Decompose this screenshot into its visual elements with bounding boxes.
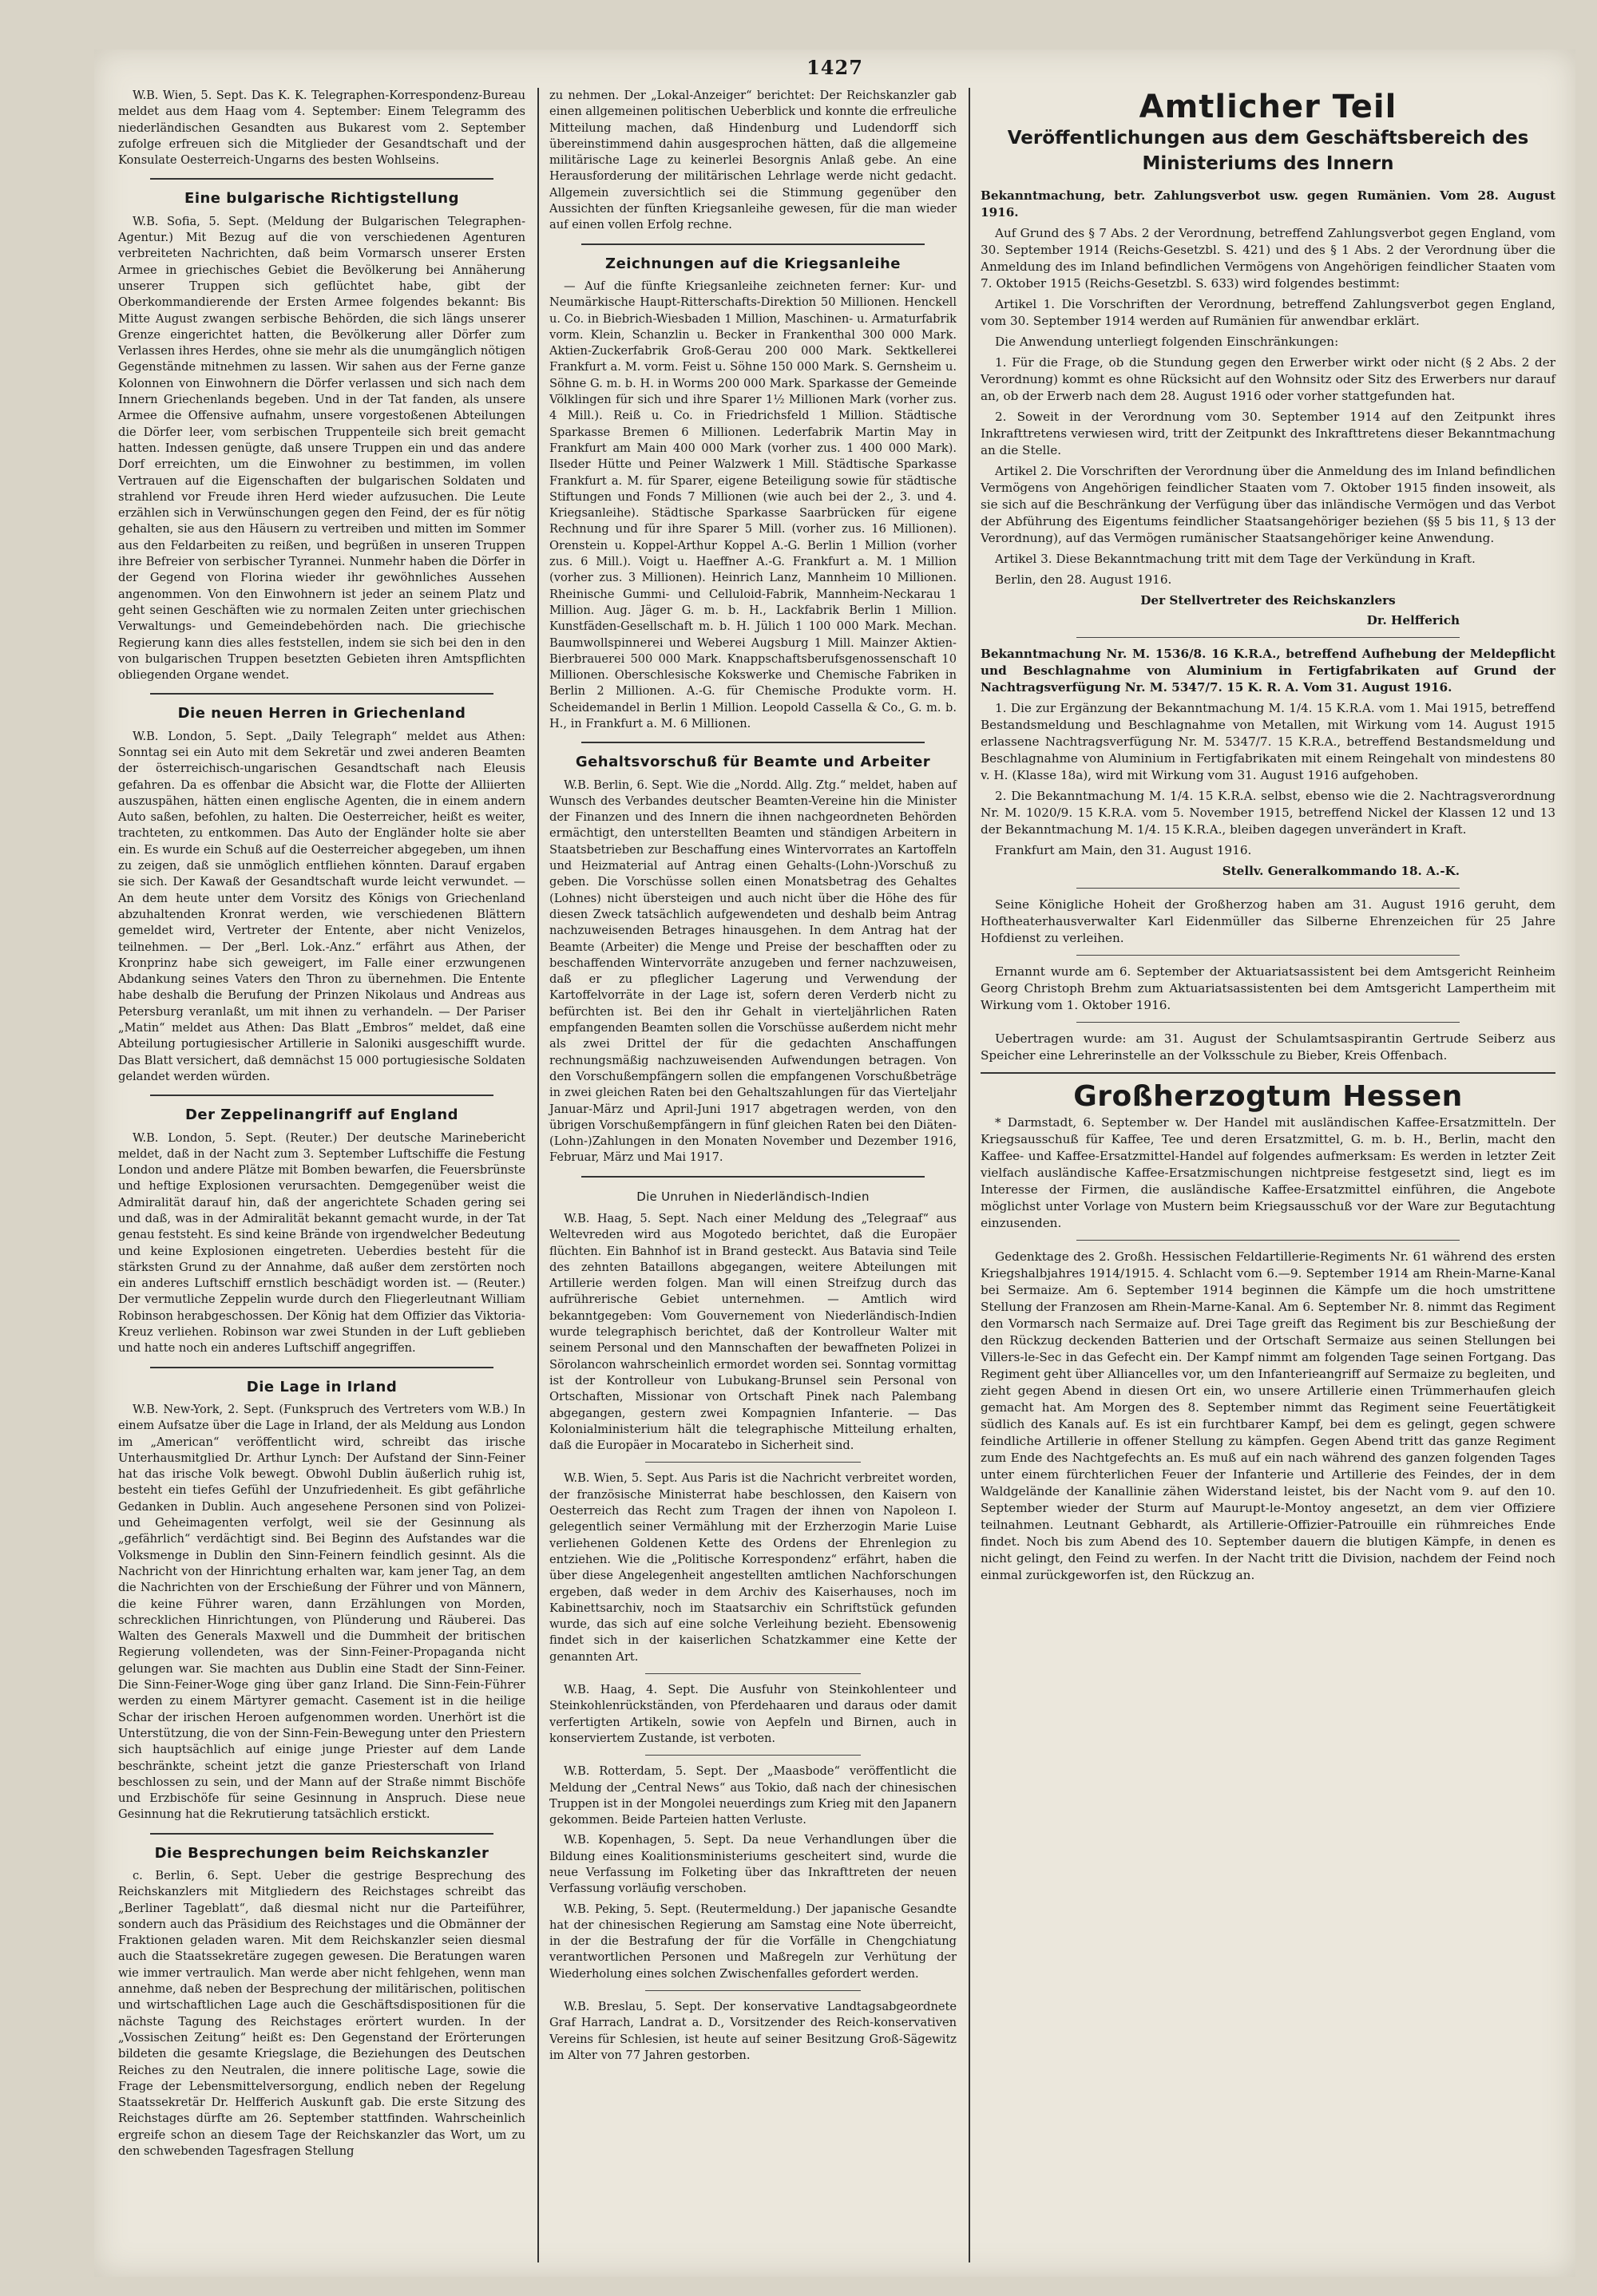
article-wien-2: W.B. Wien, 5. Sept. Aus Paris ist die Nachricht verbreitet worden, der französische Ministerrat habe beschlossen, den Kaisern von Oesterreich das Recht zum Tragen der ihnen von Napoleon I. gelegentlich seiner Vermählung mit der Erzherzogin Marie Luise verliehenen Goldenen Kette des Ordens der Ehrenlegion zu entziehen. Wie die „Politische Korrespondenz“ erfährt, haben die über diese Angelegenheit angestellten amtlichen Nachforschungen ergeben, daß weder in dem Archiv des Kaiserhauses, noch im Kabinettsarchiv, noch im Staatsarchiv ein Schriftstück gefunden wurde, das sich auf eine solche Verleihung bezieht. Ebensowenig findet sich in der kaiserlichen Schatzkammer eine Kette der genannten Art.: [549, 1471, 957, 1664]
separator: [581, 243, 925, 245]
headline-zeppelinangriff: Der Zeppelinangriff auf England: [184, 1106, 459, 1124]
separator: [581, 1176, 925, 1178]
separator: [150, 1367, 493, 1368]
article-zeichnungen: — Auf die fünfte Kriegsanleihe zeichneten ferner: Kur- und Neumärkische Haupt-Ritterschafts-Direktion 50 Millionen. Henckell u. Co. in Biebrich-Wiesbaden 1 Million, Maschinen- u. Armaturfabrik vorm. Klein, Schanzlin u. Becker in Frankenthal 300 000 Mark. Aktien-Zuckerfabrik Groß-Gerau 200 000 Mark. Sektkellerei Frankfurt a. M. vorm. Feist u. Söhne 150 000 Mark. S. Gernsheim u. Söhne G. m. b. H. in Worms 200 000 Mark. Sparkasse der Gemeinde Völklingen für sich und ihre Sparer 1½ Millionen Mark (vorher zus. 4 Mill.). Reiß u. Co. in Friedrichsfeld 1 Million. Städtische Sparkasse Bremen 6 Millionen. Lederfabrik Martin May in Frankfurt am Main 400 000 Mark (vorher zus. 1 400 000 Mark). Ilseder Hütte und Peiner Walzwerk 1 Mill. Städtische Sparkasse Frankfurt a. M. für Sparer, eigene Beteiligung sowie für städtische Stiftungen und Fonds 7 Millionen (wie auch bei der 2., 3. und 4. Kriegsanleihe). Städtische Sparkasse Saarbrücken für eigene Rechnung und für ihre Sparer 5 Mill. (vorher zus. 16 Millionen). Orenstein u. Koppel-Arthur Koppel A.-G. Berlin 1 Million (vorher zus. 6 Mill.). Voigt u. Haeffner A.-G. Frankfurt a. M. 1 Million (vorher zus. 3 Millionen). Heinrich Lanz, Mannheim 10 Millionen. Rheinische Gummi- und Celluloid-Fabrik, Mannheim-Neckarau 1 Million. Aug. Jäger G. m. b. H., Lackfabrik Berlin 1 Million. Kunstfäden-Gesellschaft m. b. H. Jülich 1 100 000 Mark. Mechan. Baumwollspinnerei und Weberei Augsburg 1 Mill. Mainzer Aktien-Bierbrauerei 500 000 Mark. Knappschaftsberufsgenossenschaft 10 Millionen. Oberschlesische Kokswerke und Chemische Fabriken in Berlin 2 Millionen. A.-G. für Chemische Produkte vorm. H. Scheidemandel in Berlin 1 Million. Leopold Cassella & Co., G. m. b. H., in Frankfurt a. M. 6 Millionen.: [549, 279, 957, 730]
decree-paragraph: Die Anwendung unterliegt folgenden Einschränkungen:: [995, 335, 1339, 349]
decree-date: Berlin, den 28. August 1916.: [995, 572, 1172, 587]
separator: [150, 1095, 493, 1096]
article-london-2: W.B. London, 5. Sept. (Reuter.) Der deutsche Marinebericht meldet, daß in der Nacht zum 3. September Luftschiffe die Festung London und andere Plätze mit Bomben bewarfen, die Feuersbrünste und heftige Explosionen verursachten. Demgegenüber weist die Admiralität darauf hin, daß der angerichtete Schaden gering sei und daß, was in der Admiralität bekannt gemacht wurde, in der Tat genau feststeht. Es sind keine Brände von irgendwelcher Bedeutung und keine Explosionen eingetreten. Ueberdies besteht für die stärksten Grund zu der Annahme, daß außer dem zerstörten noch ein anderes Luftschiff ernstlich beschädigt worden ist. — (Reuter.) Der vermutliche Zeppelin wurde durch den Fliegerleutnant William Robinson herabgeschossen. Der König hat dem Offizier das Viktoria-Kreuz verliehen. Robinson war zwei Stunden in der Luft geblieben und hatte noch ein anderes Luftschiff angegriffen.: [118, 1130, 525, 1356]
article-rotterdam: W.B. Rotterdam, 5. Sept. Der „Maasbode“ veröffentlicht die Meldung der „Central News“ aus Tokio, daß nach der chinesischen Truppen ist in der Mongolei neuerdings zum Krieg mit den Japanern gekommen. Beide Parteien hatten Verluste.: [549, 1764, 957, 1827]
column-2: [541, 88, 965, 2262]
separator: [1076, 637, 1460, 638]
column-3: [973, 88, 1563, 2262]
section-subtitle: Veröffentlichungen aus dem Geschäftsbereich des Ministeriums des Innern: [1007, 128, 1529, 174]
decree-2-signature: Stellv. Generalkommando 18. A.-K.: [1222, 864, 1460, 878]
separator: [645, 1673, 861, 1674]
notice-uebertragen: Uebertragen wurde: am 31. August der Schulamtsaspirantin Gertrude Seiberz aus Speicher eine Lehrerinstelle an der Volksschule zu Bieber, Kreis Offenbach.: [981, 1031, 1555, 1074]
separator: [645, 1462, 861, 1463]
decree-2-paragraph: 2. Die Bekanntmachung M. 1/4. 15 K.R.A. selbst, ebenso wie die 2. Nachtragsverordnung Nr. M. 1020/9. 15 K.R.A. vom 5. November 1915, betreffend Nickel der Klassen 12 und 13 der Bekanntmachung M. 1/4. 15 K.R.A., bleiben dagegen unverändert in Kraft.: [981, 789, 1555, 837]
article-peking: W.B. Peking, 5. Sept. (Reutermeldung.) Der japanische Gesandte hat der chinesischen Regierung am Samstag eine Note überreicht, in der die Bestrafung der für die Vorfälle in Chengchiatung verantwortlichen Personen und Maßregeln zur Verhütung der Wiederholung eines solchen Zwischenfalles gefordert werden.: [549, 1902, 957, 1981]
article-gedenktage: Gedenktage des 2. Großh. Hessischen Feldartillerie-Regiments Nr. 61 während des ersten Kriegshalbjahres 1914/1915. 4. Schlacht vom 6.—9. September 1914 am Rhein-Marne-Kanal bei Sermaize. Am 6. September 1914 beginnen die Kämpfe um die hoch umstrittene Stellung der Franzosen am Rhein-Marne-Kanal. Am 6. September Nr. 8. nimmt das Regiment den Vormarsch nach Sermaize auf. Drei Tage greift das Regiment bis zur Beschießung der den Rückzug deckenden Batterien und der Ortschaft Sermaize aus seinen Stellungen bei Villers-le-Sec in das Gefecht ein. Der Kampf nimmt am folgenden Tage seinen Fortgang. Das Regiment geht über Alliancelles vor, um den Infanterieangriff auf Sermaize zu begleiten, und zieht gegen Abend in diesen Ort ein, wo unsere Artillerie einen Trümmerhaufen gleich gemacht hat. Am Morgen des 8. September nimmt das Regiment seine Feuertätigkeit südlich des Kanals auf. Es ist ein furchtbarer Kampf, bei dem es gelingt, gegen schwere feindliche Artillerie in offener Stellung zu kämpfen. Gegen Abend tritt das ganze Regiment zum Ende des Nachtgefechts an. Es muß auf ein nach während des ganzen folgenden Tages unter einem fürchterlichen Feuer der Infanterie und Artillerie des Feindes, der in dem Waldgelände der Kanallinie zähen Widerstand leistet, bis der Nacht vom 9. auf den 10. September wieder der Sturm auf Maurupt-le-Montoy angesetzt, an dem vier Offiziere teilnahmen. Leutnant Gebhardt, als Artillerie-Offizier-Patrouille ein rühmreiches Ende findet. Noch bis zum Abend des 10. September dauern die blutigen Kämpfe, in denen es nicht gelingt, den Feind zu werfen. In der Nacht tritt die Division, nachdem der Feind noch einmal zurückgeworfen ist, den Rückzug an.: [981, 1249, 1555, 1582]
article-sofia: W.B. Sofia, 5. Sept. (Meldung der Bulgarischen Telegraphen-Agentur.) Mit Bezug auf die von verschiedenen Agenturen verbreiteten Nachrichten, daß beim Vormarsch unserer Ersten Armee in griechisches Gebiet die Bevölkerung bei Annäherung unserer Truppen sich geflüchtet habe, gibt der Oberkommandierende der Ersten Armee folgendes bekannt: Bis Mitte August zwangen serbische Behörden, die sich längs unserer Grenze eingerichtet hatten, die Bevölkerung aller Dörfer zum Verlassen ihres Herdes, ohne sie mehr als die unumgänglich nötigen Gegenstände mitnehmen zu lassen. Wir sahen aus der Ferne ganze Kolonnen von Einwohnern die Dörfer verlassen und sich nach dem Innern Griechenlands begeben. Und in der Tat fanden, als unsere Armee die Offensive aufnahm, unsere vorgestoßenen Abteilungen die Dörfer leer, vom serbischen Truppenteile sich breit gemacht hatten. Indessen genügte, daß unsere Truppen ein und das andere Dorf erreichten, um die Einwohner zu bestimmen, im vollen Vertrauen auf die Eigenschaften der bulgarischen Soldaten und strahlend vor Freude ihren Herd wieder aufzusuchen. Die Leute erzählen sich in Verwünschungen gegen den Feind, der es für nötig gehalten, sie aus den Häusern zu vertreiben und mitten im Sommer aus den Feldarbeiten zu reißen, und begrüßen in unseren Truppen ihre Befreier von serbischer Tyrannei. Nunmehr haben die Dörfer in der Gegend von Florina wieder ihr gewöhnliches Aussehen angenommen. Von den Einwohnern ist jeder an seinem Platz und geht seinen Geschäften wie zu normalen Zeiten unter griechischen Verwaltungs- und Gemeindebehörden nach. Die griechische Regierung kann dies alles feststellen, indem sie sich bei den in den von bulgarischen Truppen besetzten Gebieten ihren Amtspflichten obliegenden Organe wendet.: [118, 214, 525, 683]
separator: [1076, 1022, 1460, 1023]
article-breslau: W.B. Breslau, 5. Sept. Der konservative Landtagsabgeordnete Graf Harrach, Landrat a. D., Vorsitzender des Reich-konservativen Vereins für Schlesien, ist heute auf seiner Besitzung Groß-Sägewitz im Alter von 77 Jahren gestorben.: [549, 2000, 957, 2062]
newspaper-page: [94, 49, 1575, 2277]
column-1: [110, 88, 533, 2262]
decree-paragraph: Artikel 3. Diese Bekanntmachung tritt mit dem Tage der Verkündung in Kraft.: [995, 552, 1476, 566]
decree-signature-name: Dr. Helfferich: [1366, 613, 1460, 627]
article-wien: W.B. Wien, 5. Sept. Das K. K. Telegraphen-Korrespondenz-Bureau meldet aus dem Haag vom 4. September: Einem Telegramm des niederländischen Gesandten aus Bukarest vom 2. September zufolge erfreuen sich die Mitglieder der Gesandtschaft und der Konsulate Oesterreich-Ungarns des besten Wohlseins.: [118, 89, 525, 168]
section-title-amtlicher-teil: Amtlicher Teil: [1139, 89, 1397, 125]
separator: [150, 693, 493, 695]
separator: [581, 742, 925, 743]
section-title-grossherzogtum-hessen: Großherzogtum Hessen: [1073, 1080, 1463, 1113]
article-haag-2: W.B. Haag, 4. Sept. Die Ausfuhr von Steinkohlenteer und Steinkohlenrückständen, von Pferdehaaren und daraus oder damit verfertigten Artikeln, sowie von Aepfeln und Birnen, auch in konserviertem Zustande, ist verboten.: [549, 1683, 957, 1745]
separator: [1076, 955, 1460, 956]
headline-lage-irland: Die Lage in Irland: [246, 1378, 398, 1395]
decree-paragraph: 1. Für die Frage, ob die Stundung gegen den Erwerber wirkt oder nicht (§ 2 Abs. 2 der Verordnung) kommt es ohne Rücksicht auf den Wohnsitz oder Sitz des Erwerbers nur darauf an, ob der Erwerb nach dem 28. August 1916 oder vorher stattgefunden hat.: [981, 355, 1555, 403]
column-rule-1: [537, 88, 539, 2262]
separator: [150, 1833, 493, 1835]
decree-paragraph: 2. Soweit in der Verordnung vom 30. September 1914 auf den Zeitpunkt ihres Inkrafttretens verwiesen wird, tritt der Zeitpunkt des Inkrafttretens dieser Bekanntmachung an die Stelle.: [981, 410, 1555, 457]
separator: [1076, 1240, 1460, 1241]
headline-unruhen-niederlaendisch-indien: Die Unruhen in Niederländisch-Indien: [636, 1189, 870, 1204]
page-number: 1427: [806, 56, 863, 79]
decree-title: Bekanntmachung, betr. Zahlungsverbot usw. gegen Rumänien. Vom 28. August 1916.: [981, 188, 1555, 220]
headline-gehaltsvorschuss: Gehaltsvorschuß für Beamte und Arbeiter: [575, 754, 931, 771]
article-kopenhagen: W.B. Kopenhagen, 5. Sept. Da neue Verhandlungen über die Bildung eines Koalitionsministeriums gescheitert sind, wurde die neue Verfassung im Folketing über das Inkrafttreten der neuen Verfassung vorläufig verschoben.: [549, 1833, 957, 1896]
decree-paragraph: Artikel 1. Die Vorschriften der Verordnung, betreffend Zahlungsverbot gegen England, vom 30. September 1914 werden auf Rumänien für anwendbar erklärt.: [981, 297, 1555, 328]
column-rule-2: [969, 88, 970, 2262]
article-haag: W.B. Haag, 5. Sept. Nach einer Meldung des „Telegraaf“ aus Weltevreden wird aus Mogotedo berichtet, daß die Europäer flüchten. Ein Bahnhof ist in Brand gesteckt. Aus Batavia sind Teile des zehnten Bataillons abgegangen, weitere Abteilungen mit Artillerie werden folgen. Man will einen Streifzug durch das aufrührerische Gebiet unternehmen. — Amtlich wird bekanntgegeben: Vom Gouvernement von Niederländisch-Indien wurde telegraphisch berichtet, daß der Kontrolleur Walter mit seinem Personal und den Mannschaften der bewaffneten Polizei in Sörolancon wahrscheinlich ermordet worden sei. Sonntag vormittag ist der Kontrolleur von Lubukang-Brunsel sein Personal von Ortschaften, Missionar von Ortschaft Pinek nach Palembang abgegangen, gestern zwei Kompagnien Infanterie. — Das Kolonialministerium hält die telegraphische Mitteilung erhalten, daß die Europäer in Mocaratebo in Sicherheit sind.: [549, 1212, 957, 1453]
notice-ehrenzeichen: Seine Königliche Hoheit der Großherzog haben am 31. August 1916 geruht, dem Hoftheaterhausverwalter Karl Eidenmüller das Silberne Ehrenzeichen für 25 Jahre Hofdienst zu verleihen.: [981, 897, 1555, 945]
separator: [645, 1755, 861, 1756]
article-darmstadt: * Darmstadt, 6. September w. Der Handel mit ausländischen Kaffee-Ersatzmitteln. Der Kriegsausschuß für Kaffee, Tee und deren Ersatzmittel, G. m. b. H., Berlin, macht den Kaffee- und Kaffee-Ersatzmittel-Handel auf folgendes aufmerksam: Es werden in letzter Zeit vielfach ausländische Kaffee-Ersatzmischungen nichtpreise festgesetzt sind, liegt es im Interesse der Firmen, die ausländische Kaffee-Ersatzmittel einführen, die Angebote möglichst unter Vorlage von Mustern beim Kriegsausschuß vor der Ware zur Begutachtung einzusenden.: [981, 1115, 1555, 1230]
separator: [645, 1990, 861, 1991]
decree-2-title: Bekanntmachung Nr. M. 1536/8. 16 K.R.A., betreffend Aufhebung der Meldepflicht und Beschlagnahme von Aluminium in Fertigfabrikaten auf Grund der Nachtragsverfügung Nr. M. 5347/7. 15 K. R. A. Vom 31. August 1916.: [981, 647, 1555, 695]
headline-zeichnungen-kriegsanleihe: Zeichnungen auf die Kriegsanleihe: [605, 255, 901, 272]
headline-bulgarische-richtigstellung: Eine bulgarische Richtigstellung: [184, 190, 459, 208]
article-gehaltsvorschuss: W.B. Berlin, 6. Sept. Wie die „Nordd. Allg. Ztg.“ meldet, haben auf Wunsch des Verbandes deutscher Beamten-Vereine hin die Minister der Finanzen und des Innern die ihnen nachgeordneten Behörden ermächtigt, den unterstellten Beamten und ständigen Arbeitern in Staatsbetrieben zur Beschaffung eines Wintervorrates an Kartoffeln und Heizmaterial auf Antrag einen Gehalts-(Lohn-)Vorschuß zu geben. Die Vorschüsse sollen einen Monatsbetrag des Gehaltes (Lohnes) nicht übersteigen und auch nicht über die Höhe des für diesen Zweck tatsächlich aufgewendeten und deshalb beim Antrag nachzuweisenden Betrages hinausgehen. In dem Antrag hat der Beamte (Arbeiter) die Menge und Preise der beschafften oder zu beschaffenden Wintervorräte anzugeben und ferner nachzuweisen, daß er zu pfleglicher Lagerung und Verwendung der Kartoffelvorräte in der Lage ist, sofern deren Verderb nicht zu befürchten ist. Bei den ihr Gehalt in vierteljährlichen Raten empfangenden Beamten sollen die Vorschüsse außerdem nicht mehr als zwei Drittel der für die gedachten Anschaffungen rechnungsmäßig nachzuweisenden Aufwendungen betragen. Von den Vorschußempfängern sollen die empfangenen Vorschußbeträge in zwei gleichen Raten bei den Gehaltszahlungen für das Vierteljahr Januar-März und April-Juni 1917 abgetragen werden, von den übrigen Vorschußempfängern in fünf gleichen Raten bei den Diäten-(Lohn-)Zahlungen in den Monaten November und Dezember 1916, Februar, März und Mai 1917.: [549, 778, 957, 1165]
separator: [1076, 888, 1460, 889]
headline-neue-herren: Die neuen Herren in Griechenland: [177, 705, 466, 722]
separator: [150, 178, 493, 180]
article-continuation: zu nehmen. Der „Lokal-Anzeiger“ berichtet: Der Reichskanzler gab einen allgemeinen politischen Ueberblick und konnte die erfreuliche Mitteilung machen, daß Hindenburg und Ludendorff sich übereinstimmend dahin ausgesprochen hätten, daß die allgemeine militärische Lage zu keinerlei Besorgnis Anlaß gebe. An eine Herausforderung der militärischen Lehrlage werde nicht gedacht. Allgemein zuversichtlich sei die Stimmung gegenüber den Aussichten der fünften Kriegsanleihe gewesen, für die man wieder auf einen vollen Erfolg rechne.: [549, 89, 957, 232]
decree-paragraph: Auf Grund des § 7 Abs. 2 der Verordnung, betreffend Zahlungsverbot gegen England, vom 30. September 1914 (Reichs-Gesetzbl. S. 421) und des § 1 Abs. 2 der Verordnung über die Anmeldung des im Inland befindlichen Vermögens von Angehörigen feindlicher Staaten vom 7. Oktober 1915 (Reichs-Gesetzbl. S. 633) wird folgendes bestimmt:: [981, 226, 1555, 291]
decree-2-paragraph: 1. Die zur Ergänzung der Bekanntmachung M. 1/4. 15 K.R.A. vom 1. Mai 1915, betreffend Bestandsmeldung und Beschlagnahme von Metallen, mit Wirkung vom 14. August 1915 erlassene Nachtragsverfügung Nr. M. 5347/7. 15 K.R.A., betreffend Bestandsmeldung und Beschlagnahme von Aluminium in Fertigfabrikaten mit einem Reingehalt von mindestens 80 v. H. (Klasse 18a), wird mit Wirkung vom 31. August 1916 aufgehoben.: [981, 701, 1555, 782]
notice-ernannt: Ernannt wurde am 6. September der Aktuariatsassistent bei dem Amtsgericht Reinheim Georg Christoph Brehm zum Aktuariatsassistenten bei dem Amtsgericht Lampertheim mit Wirkung vom 1. Oktober 1916.: [981, 964, 1555, 1012]
article-london: W.B. London, 5. Sept. „Daily Telegraph“ meldet aus Athen: Sonntag sei ein Auto mit dem Sekretär und zwei anderen Beamten der österreichisch-ungarischen Gesandtschaft nach Eleusis gefahren. Da es offenbar die Absicht war, die Flotte der Alliierten auszuspähen, hätten einen englische Agenten, die in einem andern Auto saßen, befohlen, zu halten. Die Oesterreicher, heißt es weiter, trachteten, zu entkommen. Das Auto der Engländer holte sie aber ein. Es wurde ein Schuß auf die Oesterreicher abgegeben, um ihnen zu zeigen, daß sie unmöglich entfliehen könnten. Darauf ergaben sie sich. Der Kawaß der Gesandtschaft wurde leicht verwundet. — An dem heute unter dem Vorsitz des Königs von Griechenland abzuhaltenden Kronrat werden, wie verschiedenen Blättern gemeldet wird, Vertreter der Entente, aber nicht Venizelos, teilnehmen. — Der „Berl. Lok.-Anz.“ erfährt aus Athen, der Kronprinz habe sich geweigert, im Falle einer erzwungenen Abdankung seines Vaters den Thron zu übernehmen. Die Entente habe deshalb die Berufung der Prinzen Nikolaus und Andreas aus Petersburg veranlaßt, um mit ihnen zu verhandeln. — Der Pariser „Matin“ meldet aus Athen: Das Blatt „Embros“ meldet, daß eine Abteilung portugiesischer Artillerie in Saloniki ausgeschifft wurde. Das Blatt versichert, daß demnächst 15 000 portugiesische Soldaten gelandet werden würden.: [118, 729, 525, 1083]
decree-paragraph: Artikel 2. Die Vorschriften der Verordnung über die Anmeldung des im Inland befindlichen Vermögens von Angehörigen feindlicher Staaten vom 7. Oktober 1915 finden insoweit, als sie sich auf die Beschränkung der Verfügung über das inländische Vermögen und das Verbot der Abführung des Eigentums feindlicher Staatsangehöriger beziehen (§§ 5 bis 11, § 13 der Verordnung), auf das Vermögen rumänischer Staatsangehöriger keine Anwendung.: [981, 464, 1555, 545]
decree-2-date: Frankfurt am Main, den 31. August 1916.: [995, 843, 1252, 857]
decree-signature-title: Der Stellvertreter des Reichskanzlers: [1140, 593, 1396, 608]
headline-besprechungen-reichskanzler: Die Besprechungen beim Reichskanzler: [154, 1844, 489, 1862]
article-new-york: W.B. New-York, 2. Sept. (Funkspruch des Vertreters vom W.B.) In einem Aufsatze über die Lage in Irland, der als Meldung aus London im „American“ veröffentlicht wird, schreibt das irische Unterhausmitglied Dr. Arthur Lynch: Der Aufstand der Sinn-Feiner hat das irische Volk bewegt. Obwohl Dublin äußerlich ruhig ist, besteht ein tiefes Gefühl der Unzufriedenheit. Es gibt gefährliche Gedanken in Dublin. Auch angesehene Personen sind von Polizei- und Geheimagenten verfolgt, weil sie der Gesinnung als „gefährlich“ verdächtigt sind. Bei Beginn des Aufstandes war die Volksmenge in Dublin den Sinn-Feinern feindlich gesinnt. Als die Nachricht von der Hinrichtung erhalten war, kam jener Tag, an dem die Nachrichten von der Erschießung der Führer und von Männern, die keine Führer waren, dann Erzählungen von Morden, schrecklichen Hinrichtungen, von Plünderung und Räuberei. Das Walten des Generals Maxwell und die Dummheit der britischen Regierung vollendeten, was der Sinn-Feiner-Propaganda nicht gelungen war. Sie machten aus Dublin eine Stadt der Sinn-Feiner. Die Sinn-Feiner-Woge ging über ganz Irland. Die Sinn-Fein-Führer werden zu einem Märtyrer gemacht. Casement ist in die heilige Schar der irischen Heroen aufgenommen worden. Unerhört ist die Unterstützung, die von der Sinn-Fein-Bewegung unter den Priestern sich hauptsächlich auf einige junge Priester auf dem Lande beschränkte, scheint jetzt die ganze Priesterschaft von Irland beschlossen zu sein, und der Mann auf der Straße nimmt Bischöfe und Erzbischöfe für seine Gesinnung in Anspruch. Diese neue Gesinnung hat die Rekrutierung tatsächlich erstickt.: [118, 1402, 525, 1822]
article-berlin: c. Berlin, 6. Sept. Ueber die gestrige Besprechung des Reichskanzlers mit Mitgliedern des Reichstages schreibt das „Berliner Tageblatt“, daß diesmal nicht nur die Parteiführer, sondern auch das Präsidium des Reichstages und die Obmänner der Fraktionen geladen waren. Mit dem Reichskanzler seien diesmal auch die Staatssekretäre zugegen gewesen. Die Beratungen waren wie immer vertraulich. Man werde aber nicht fehlgehen, wenn man annehme, daß neben der Besprechung der militärischen, politischen und wirtschaftlichen Lage auch die Geschäftsdispositionen für die nächste Tagung des Reichstages erörtert wurden. In der „Vossischen Zeitung“ heißt es: Den Gegenstand der Erörterungen bildeten die gesamte Kriegslage, die Beziehungen des Deutschen Reiches zu den Neutralen, die innere politische Lage, sowie die Frage der Lebensmittelversorgung, endlich neben der Regelung Staatssekretär Dr. Helfferich Auskunft gab. Die erste Sitzung des Reichstages dürfte am 26. September stattfinden. Wahrscheinlich ergreife schon an diesem Tage der Reichskanzler das Wort, um zu den schwebenden Tagesfragen Stellung: [118, 1868, 525, 2159]
